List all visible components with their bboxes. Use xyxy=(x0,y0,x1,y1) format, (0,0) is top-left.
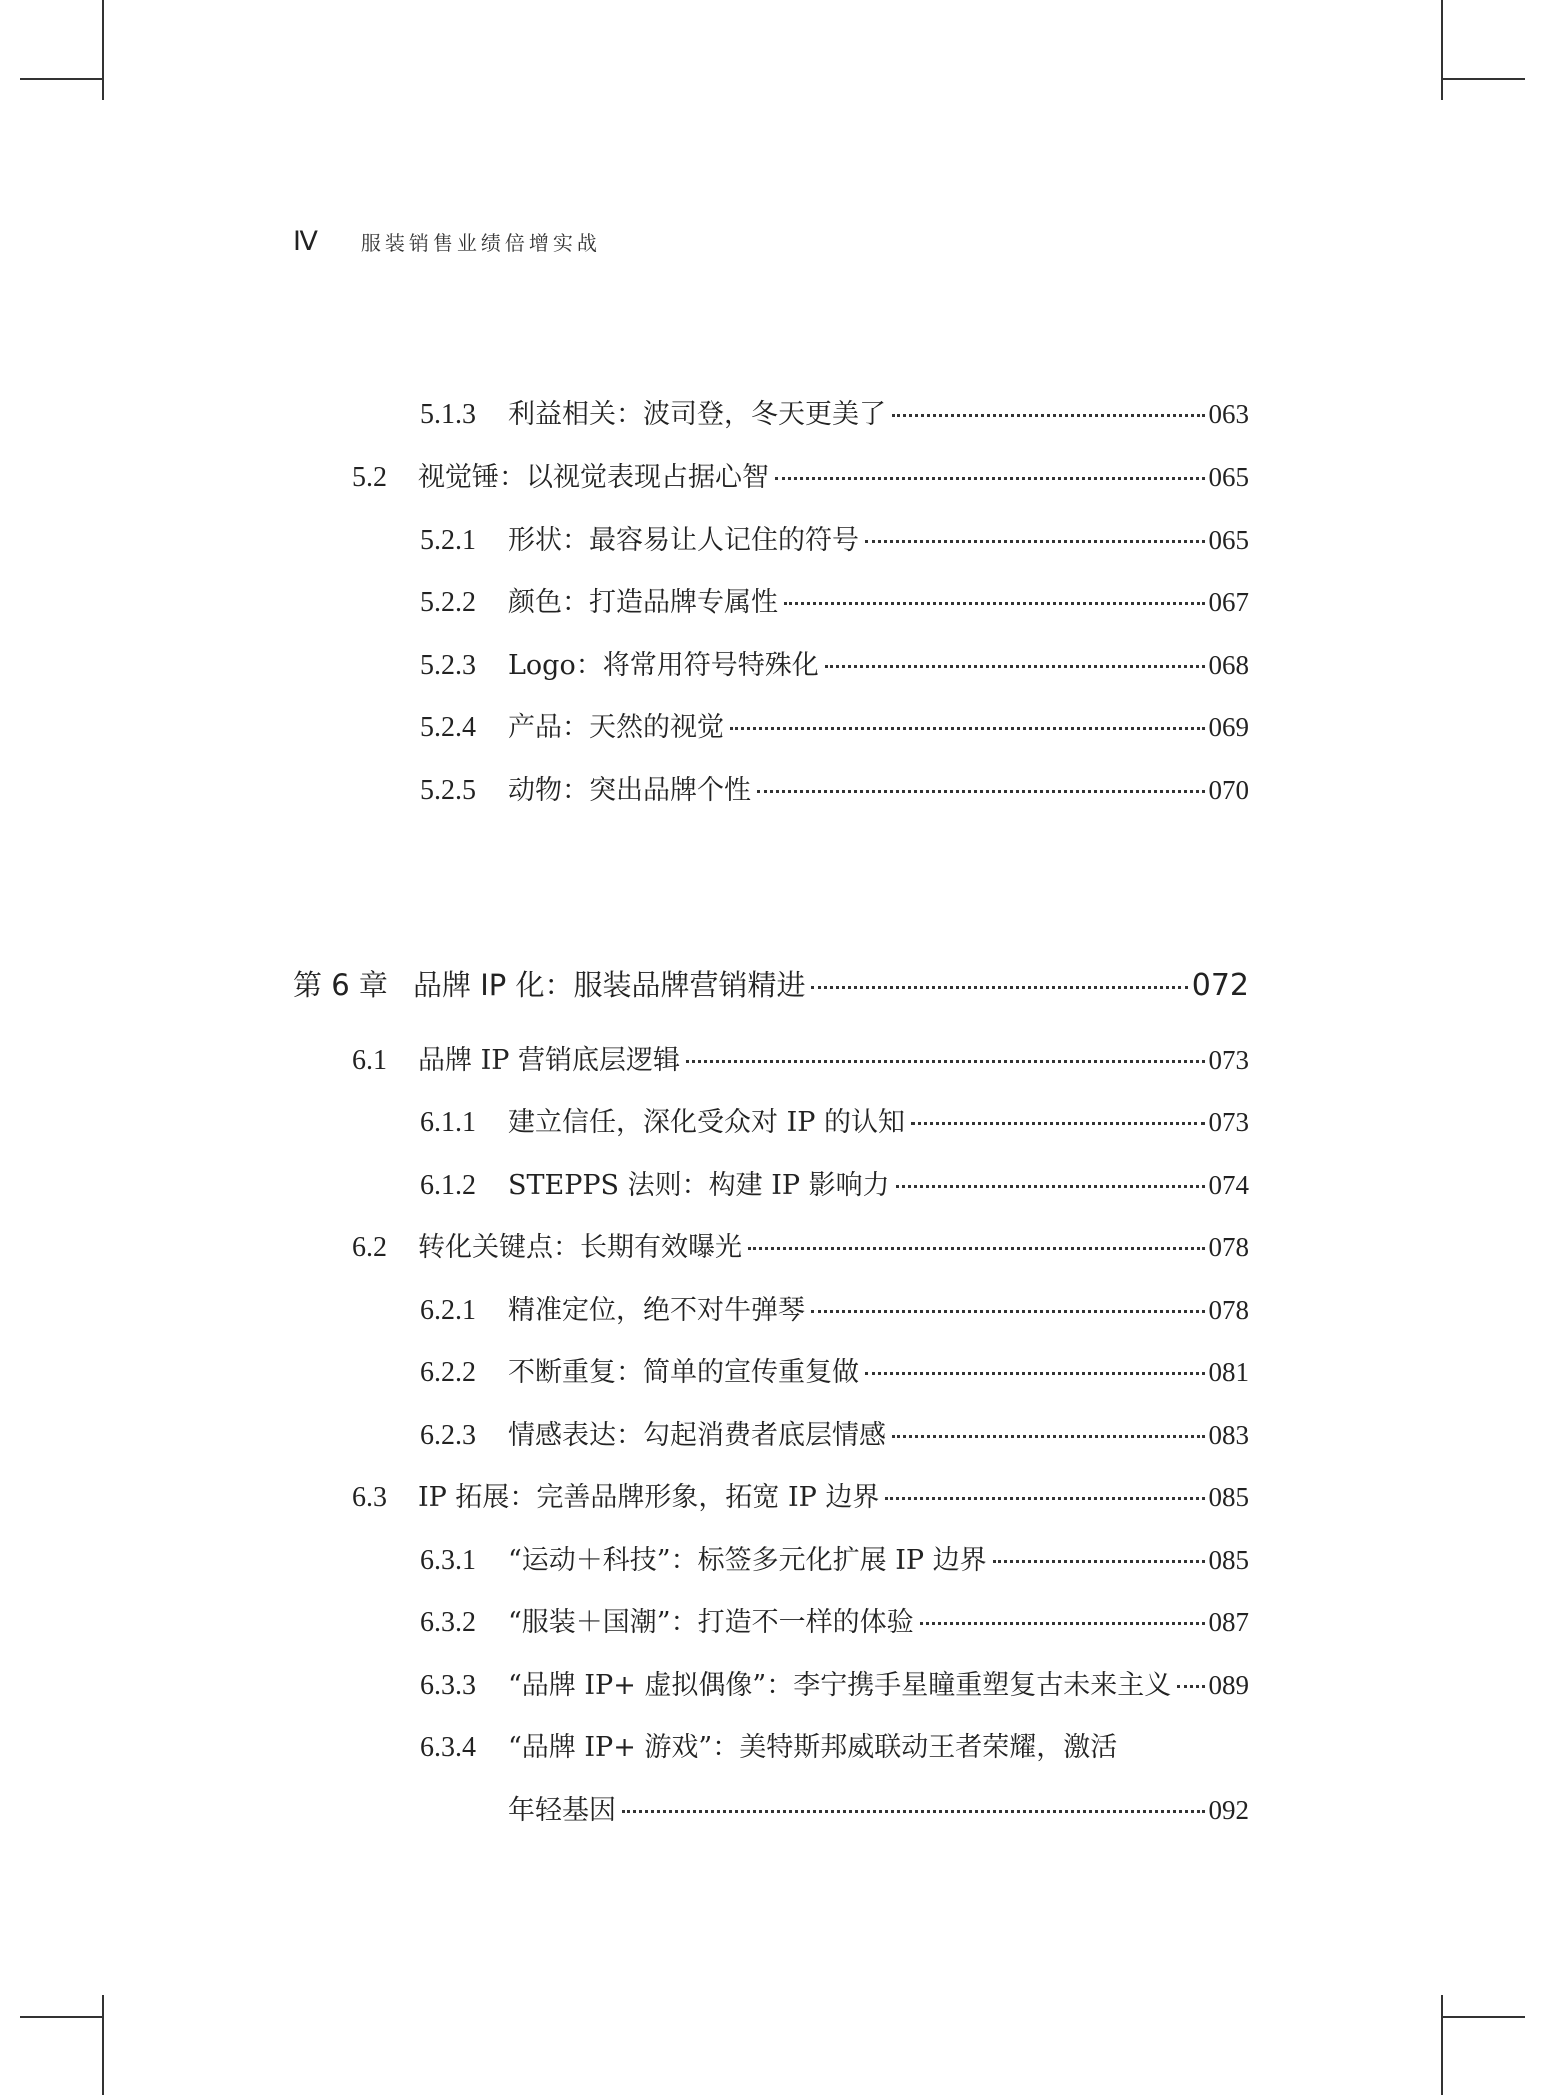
toc-entry-6-2[interactable] xyxy=(352,1225,1249,1264)
toc-section-number: 6.1.2 xyxy=(420,1170,476,1201)
dot-leader xyxy=(885,1497,1204,1500)
toc-section-title: IP 拓展：完善品牌形象，拓宽 IP 边界 xyxy=(418,1482,880,1513)
dot-leader xyxy=(811,1310,1205,1313)
toc-section-number: 5.2.5 xyxy=(420,775,476,806)
toc-section-number: 5.1.3 xyxy=(420,399,476,430)
toc-section-number: 6.3.2 xyxy=(420,1607,476,1638)
toc-section-title: 品牌 IP 营销底层逻辑 xyxy=(418,1045,680,1076)
toc-section-title: “品牌 IP+ 游戏”：美特斯邦威联动王者荣耀，激活 xyxy=(508,1732,1118,1763)
toc-section-number: 6.3.1 xyxy=(420,1545,476,1576)
book-title: 服装销售业绩倍增实战 xyxy=(360,231,601,255)
toc-section-title: STEPPS 法则：构建 IP 影响力 xyxy=(508,1170,890,1201)
dot-leader xyxy=(784,602,1205,605)
crop-mark-top-left-horizontal xyxy=(20,78,102,80)
toc-section-number: 5.2.1 xyxy=(420,525,476,556)
toc-page-number: 063 xyxy=(1208,399,1249,429)
toc-section-number: 6.3 xyxy=(352,1482,387,1513)
crop-mark-top-left-vertical xyxy=(102,0,104,100)
toc-entry-6-1[interactable] xyxy=(352,1038,1249,1077)
dot-leader xyxy=(825,665,1205,668)
toc-page-number: 065 xyxy=(1208,525,1249,555)
toc-page-number: 074 xyxy=(1208,1170,1249,1200)
toc-section-title: 建立信任，深化受众对 IP 的认知 xyxy=(508,1107,905,1138)
toc-entry-6-1-1[interactable] xyxy=(420,1100,1249,1139)
toc-entry-5-2-1[interactable] xyxy=(420,518,1249,557)
toc-entry-5-1-3[interactable] xyxy=(420,392,1249,431)
toc-entry-6-3[interactable] xyxy=(352,1475,1249,1514)
toc-entry-6-3-3[interactable] xyxy=(420,1663,1249,1702)
crop-mark-top-right-horizontal xyxy=(1443,78,1525,80)
dot-leader xyxy=(896,1185,1205,1188)
toc-page-number: 083 xyxy=(1208,1420,1249,1450)
toc-section-number: 6.3.3 xyxy=(420,1670,476,1701)
dot-leader xyxy=(775,477,1205,480)
toc-page-number: 073 xyxy=(1208,1045,1249,1075)
toc-entry-5-2-2[interactable] xyxy=(420,580,1249,619)
dot-leader xyxy=(622,1810,1205,1813)
toc-page-number: 087 xyxy=(1208,1607,1249,1637)
toc-page-number: 085 xyxy=(1208,1545,1249,1575)
dot-leader xyxy=(1177,1685,1204,1688)
dot-leader xyxy=(865,540,1205,543)
toc-page-number: 072 xyxy=(1191,968,1249,1003)
dot-leader xyxy=(811,986,1187,989)
toc-entry-chapter-6[interactable] xyxy=(293,963,1249,1004)
toc-page-number: 085 xyxy=(1208,1482,1249,1512)
toc-section-number: 5.2.2 xyxy=(420,587,476,618)
toc-section-title: 颜色：打造品牌专属性 xyxy=(508,587,778,618)
toc-entry-6-3-2[interactable] xyxy=(420,1600,1249,1639)
toc-page-number: 065 xyxy=(1208,462,1249,492)
toc-entry-6-3-1[interactable] xyxy=(420,1538,1249,1577)
toc-section-number: 6.2.1 xyxy=(420,1295,476,1326)
toc-section-number: 6.1 xyxy=(352,1045,387,1076)
toc-entry-6-1-2[interactable] xyxy=(420,1163,1249,1202)
toc-section-title: 形状：最容易让人记住的符号 xyxy=(508,525,859,556)
toc-entry-5-2-4[interactable] xyxy=(420,705,1249,744)
toc-section-title: 转化关键点：长期有效曝光 xyxy=(418,1232,742,1263)
toc-section-title: 视觉锤：以视觉表现占据心智 xyxy=(418,462,769,493)
toc-section-title-continued: 年轻基因 xyxy=(508,1795,616,1826)
toc-section-title: Logo：将常用符号特殊化 xyxy=(508,650,819,681)
toc-section-number: 6.2 xyxy=(352,1232,387,1263)
dot-leader xyxy=(748,1247,1205,1250)
toc-entry-5-2[interactable] xyxy=(352,455,1249,494)
dot-leader xyxy=(757,790,1205,793)
dot-leader xyxy=(892,414,1205,417)
toc-section-title: “服装＋国潮”：打造不一样的体验 xyxy=(508,1607,914,1638)
toc-section-number: 6.2.3 xyxy=(420,1420,476,1451)
toc-section-title: 不断重复：简单的宣传重复做 xyxy=(508,1357,859,1388)
crop-mark-top-right-vertical xyxy=(1441,0,1443,100)
page-number: Ⅳ xyxy=(293,226,319,256)
toc-entry-6-3-4[interactable] xyxy=(420,1725,1249,1764)
toc-section-number: 6.2.2 xyxy=(420,1357,476,1388)
toc-page-number: 067 xyxy=(1208,587,1249,617)
toc-section-title: 情感表达：勾起消费者底层情感 xyxy=(508,1420,886,1451)
toc-section-title: “运动＋科技”：标签多元化扩展 IP 边界 xyxy=(508,1545,987,1576)
toc-entry-6-2-1[interactable] xyxy=(420,1288,1249,1327)
toc-section-title: 精准定位，绝不对牛弹琴 xyxy=(508,1295,805,1326)
toc-page-number: 078 xyxy=(1208,1295,1249,1325)
dot-leader xyxy=(892,1435,1205,1438)
toc-page-number: 089 xyxy=(1208,1670,1249,1700)
toc-entry-6-3-4-continued[interactable] xyxy=(508,1788,1249,1827)
toc-section-title: 产品：天然的视觉 xyxy=(508,712,724,743)
toc-page-number: 081 xyxy=(1208,1357,1249,1387)
toc-page-number: 070 xyxy=(1208,775,1249,805)
toc-chapter-number: 第 6 章 xyxy=(293,968,388,1002)
dot-leader xyxy=(686,1060,1205,1063)
dot-leader xyxy=(920,1622,1205,1625)
dot-leader xyxy=(730,727,1205,730)
toc-page-number: 078 xyxy=(1208,1232,1249,1262)
dot-leader xyxy=(911,1122,1205,1125)
toc-page-number: 069 xyxy=(1208,712,1249,742)
crop-mark-bottom-right-vertical xyxy=(1441,1995,1443,2095)
toc-chapter-title: 品牌 IP 化：服装品牌营销精进 xyxy=(413,968,806,1002)
toc-entry-5-2-5[interactable] xyxy=(420,768,1249,807)
dot-leader xyxy=(993,1560,1205,1563)
toc-section-number: 6.1.1 xyxy=(420,1107,476,1138)
toc-entry-6-2-2[interactable] xyxy=(420,1350,1249,1389)
toc-page-number: 073 xyxy=(1208,1107,1249,1137)
toc-section-title: 利益相关：波司登，冬天更美了 xyxy=(508,399,886,430)
toc-section-number: 6.3.4 xyxy=(420,1732,476,1763)
toc-entry-6-2-3[interactable] xyxy=(420,1413,1249,1452)
toc-section-title: “品牌 IP+ 虚拟偶像”：李宁携手星瞳重塑复古未来主义 xyxy=(508,1670,1172,1701)
running-header xyxy=(293,226,601,262)
toc-section-number: 5.2.3 xyxy=(420,650,476,681)
dot-leader xyxy=(865,1372,1205,1375)
crop-mark-bottom-right-horizontal xyxy=(1443,2016,1525,2018)
crop-mark-bottom-left-horizontal xyxy=(20,2016,102,2018)
toc-section-title: 动物：突出品牌个性 xyxy=(508,775,751,806)
toc-entry-5-2-3[interactable] xyxy=(420,643,1249,682)
toc-page-number: 092 xyxy=(1208,1795,1249,1825)
toc-section-number: 5.2.4 xyxy=(420,712,476,743)
toc-page-number: 068 xyxy=(1208,650,1249,680)
crop-mark-bottom-left-vertical xyxy=(102,1995,104,2095)
toc-section-number: 5.2 xyxy=(352,462,387,493)
